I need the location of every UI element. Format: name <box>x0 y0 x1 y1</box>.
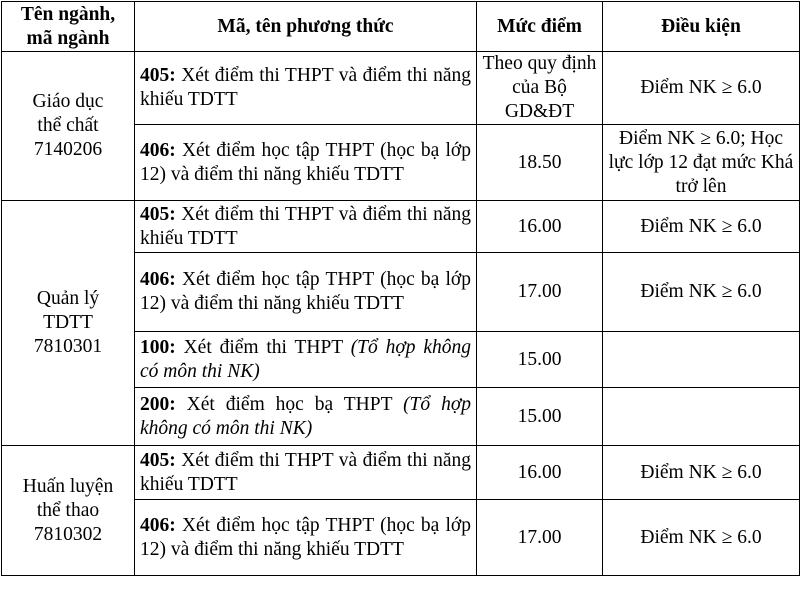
method-cell <box>135 446 477 500</box>
method-code: 200: <box>140 393 176 415</box>
method-text: Xét điểm học bạ THPT <box>175 393 404 415</box>
score-cell: 17.00 <box>477 253 603 332</box>
major-name-line1: Giáo dục <box>32 91 104 112</box>
header-row <box>2 2 800 52</box>
method-code: 100: <box>140 336 176 358</box>
method-cell <box>135 253 477 332</box>
major-code: 7810301 <box>33 336 103 357</box>
score-cell: 18.50 <box>477 125 603 201</box>
major-code: 7810302 <box>33 523 103 545</box>
condition-cell: Điểm NK ≥ 6.0 <box>603 52 800 125</box>
score-cell: 17.00 <box>477 500 603 576</box>
condition-cell <box>603 332 800 388</box>
header-condition: Điều kiện <box>603 2 800 52</box>
method-cell <box>135 500 477 576</box>
method-text: Xét điểm học tập THPT (học bạ lớp 12) và điểm thi năng khiếu TDTT <box>140 514 471 560</box>
header-major: Tên ngành, mã ngành <box>2 2 135 52</box>
method-cell <box>135 332 477 388</box>
major-code: 7140206 <box>33 139 103 160</box>
major-name-cell <box>2 52 135 201</box>
method-code: 406: <box>140 514 176 536</box>
condition-cell: Điểm NK ≥ 6.0 <box>603 500 800 576</box>
condition-cell: Điểm NK ≥ 6.0 <box>603 446 800 500</box>
method-text: Xét điểm thi THPT và điểm thi năng khiếu TDTT <box>140 203 471 249</box>
method-text: Xét điểm thi THPT và điểm thi năng khiếu TDTT <box>140 449 471 495</box>
method-cell <box>135 125 477 201</box>
method-text: Xét điểm thi THPT và điểm thi năng khiếu TDTT <box>140 65 471 110</box>
condition-cell <box>603 388 800 446</box>
method-code: 405: <box>140 65 176 86</box>
header-score: Mức điểm <box>477 2 603 52</box>
method-note: (Tổ hợp không có môn thi NK) <box>140 393 471 439</box>
method-code: 405: <box>140 449 176 471</box>
header-method: Mã, tên phương thức <box>135 2 477 52</box>
score-cell: 16.00 <box>477 446 603 500</box>
major-name-cell <box>2 446 135 576</box>
method-cell <box>135 388 477 446</box>
method-code: 406: <box>140 269 176 290</box>
method-text: Xét điểm thi THPT <box>175 336 351 358</box>
method-cell <box>135 52 477 125</box>
major-name-line1: Quản lý <box>36 288 100 309</box>
major-name-line2: thể chất <box>37 115 99 136</box>
major-name-cell <box>2 201 135 446</box>
condition-cell: Điểm NK ≥ 6.0 <box>603 253 800 332</box>
method-cell <box>135 201 477 253</box>
score-cell: 16.00 <box>477 201 603 253</box>
admission-table <box>1 1 800 576</box>
method-text: Xét điểm học tập THPT (học bạ lớp 12) và điểm thi năng khiếu TDTT <box>140 139 471 185</box>
method-code: 405: <box>140 203 176 225</box>
score-cell: 15.00 <box>477 388 603 446</box>
method-note: (Tổ hợp không có môn thi NK) <box>140 336 471 382</box>
condition-cell: Điểm NK ≥ 6.0; Học lực lớp 12 đạt mức Khá trở lên <box>603 125 800 201</box>
major-name-line2: thể thao <box>36 499 100 521</box>
table-row <box>2 201 800 253</box>
major-name-line2: TDTT <box>43 312 93 333</box>
method-text: Xét điểm học tập THPT (học bạ lớp 12) và điểm thi năng khiếu TDTT <box>140 269 471 314</box>
table-row <box>2 446 800 500</box>
condition-cell: Điểm NK ≥ 6.0 <box>603 201 800 253</box>
table-row <box>2 52 800 125</box>
score-cell: 15.00 <box>477 332 603 388</box>
major-name-line1: Huấn luyện <box>22 475 114 497</box>
score-cell: Theo quy định của Bộ GD&ĐT <box>477 52 603 125</box>
method-code: 406: <box>140 139 176 161</box>
